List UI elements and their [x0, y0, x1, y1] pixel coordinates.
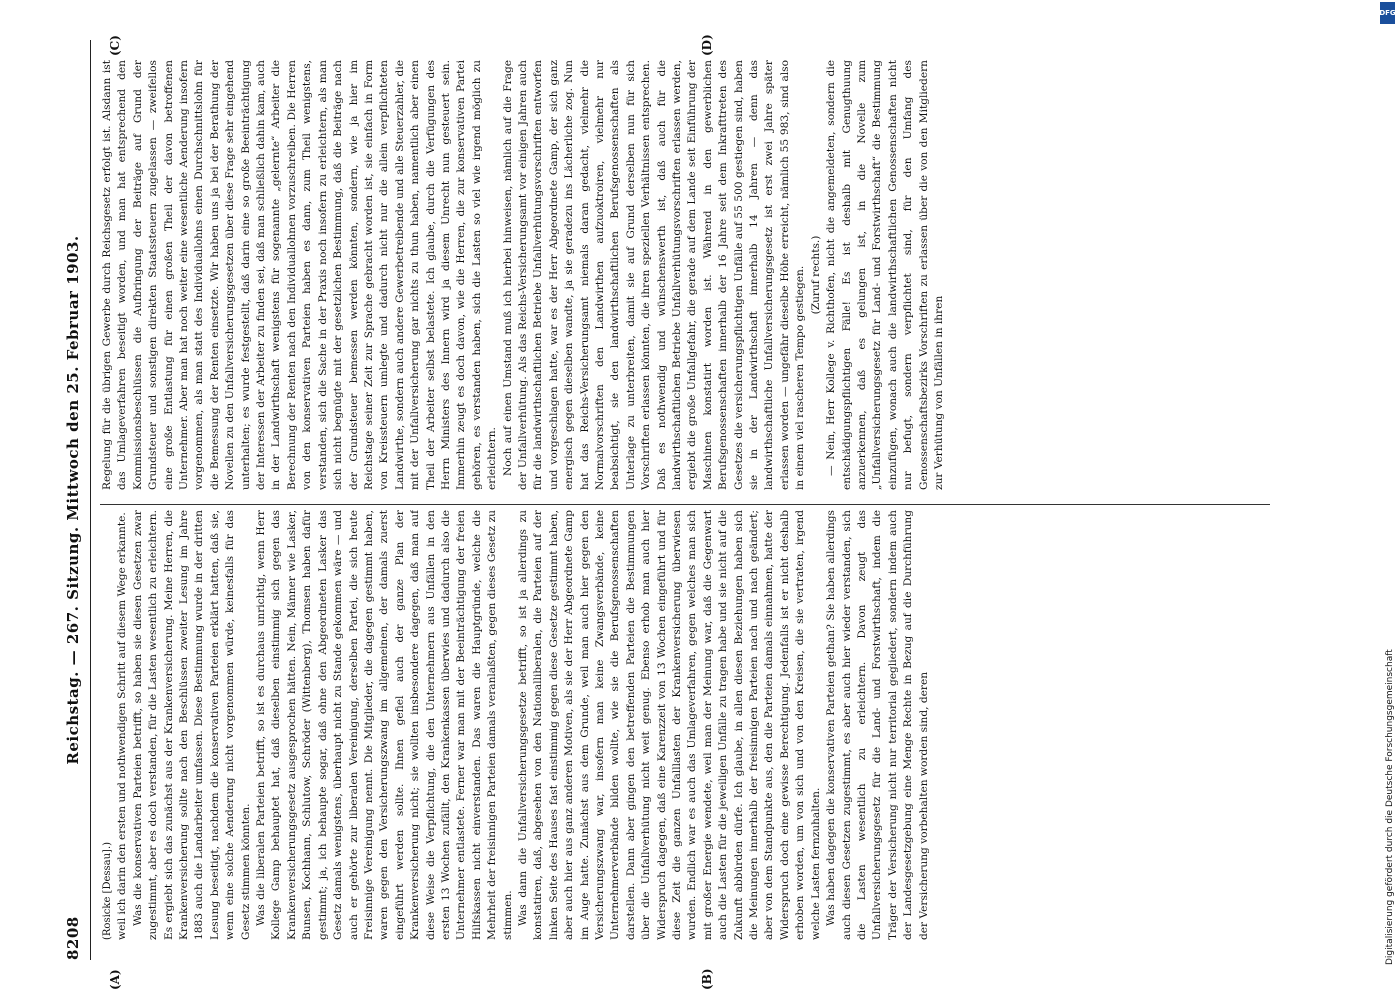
interjection: (Zuruf rechts.)	[809, 235, 822, 315]
left-paragraph: Was die konservativen Parteien betrifft, so haben sie diesen Gesetzen zwar zugestimmt, aber es doch verstanden, für die Lasten wesentlich zu erleichtern. Es ergiebt sich das zunächst aus der Krankenversicherung. Meine Herren, die Krankenversicherung sollte nach den Beschlüssen zweiter Lesung im Jahre 1883 auch die Landarbeiter umfassen. Diese Bestimmung wurde in der dritten Lesung beseitigt, nachdem die konservativen Parteien erklärt hatten, daß sie, wenn eine solche Aenderung nicht vorgenommen würde, keinesfalls für das Gesetz stimmen könnten.	[131, 510, 252, 940]
margin-mark-b: (B)	[700, 968, 714, 990]
speaker-label: (Rosicke [Dessau].)	[102, 841, 113, 940]
right-paragraph: Regelung für die übrigen Gewerbe durch Reichsgesetz erfolgt ist. Alsdann ist das Umlageverfahren beseitigt worden, und man hat entsprechend den Kommissionsbeschlüssen die Aufbringung der Beiträge auf Grund der Grundsteuer und sonstigen direkten Staatssteuern zugelassen — zweifellos eine große Entlastung für einen großen Theil der davon betroffenen Unternehmer. Aber man hat noch weiter eine wesentliche Aenderung insofern vorgenommen, als man statt des Individuallohns einen Durchschnittslohn für die Bemessung der Renten einsetzte. Wir haben uns ja bei der Berathung der Novellen zu den Unfallversicherungsgesetzen über diese Frage sehr eingehend unterhalten; es wurde festgestellt, daß darin eine so große Beeinträchtigung der Interessen der Arbeiter zu finden sei, daß man schließlich dahin kam, auch in der Landwirthschaft wenigstens für sogenannte „gelernte“ Arbeiter die Berechnung der Renten nach den Individuallohnen vorzuschreiben. Die Herren von den konservativen Parteien haben es dann, zum Theil wenigstens, verstanden, sich die Sache in der Praxis noch insofern zu erleichtern, als man sich nicht begnügte mit der gesetzlichen Bestimmung, daß die Beiträge nach der Grundsteuer bemessen werden könnten, sondern, wie ja hier im Reichstage seiner Zeit zur Sprache gebracht worden ist, sie einfach in Form von Kreissteuern umlegte und dadurch nicht nur die allein verpflichteten Landwirthe, sondern auch andere Gewerbetreibende und alle Steuerzahler, die mit der Unfallversicherung gar nichts zu thun haben, namentlich aber einen Theil der Arbeiter selbst belastete. Ich glaube, durch die Verfügungen des Herrn Ministers des Innern wird ja diesem Unrecht nun gesteuert sein. Immerhin zeugt es doch davon, wie die Herren, die zur konservativen Partei gehören, es verstanden haben, sich die Lasten so viel wie irgend möglich zu erleichtern.	[101, 60, 499, 490]
column-divider	[100, 504, 1270, 505]
left-paragraph: Was die liberalen Parteien betrifft, so ist es durchaus unrichtig, wenn Herr Kollege Gamp behauptet hat, daß dieselben einstimmig sich gegen das Krankenversicherungsgesetz ausgesprochen hätten. Nein, Männer wie Lasker, Bunsen, Kochhann, Schlutow, Schröder (Wittenberg), Thomsen haben dafür gestimmt; ja, ich behaupte sogar, daß ohne den Abgeordneten Lasker das Gesetz damals wenigstens, überhaupt nicht zu Stande gekommen wäre — und auch er gehörte zur liberalen Vereinigung, derselben Partei, die sich heute Freisinnige Vereinigung nennt. Die Mitglieder, die dagegen gestimmt haben, waren gegen den Versicherungszwang im allgemeinen, der damals zuerst eingeführt werden sollte. Ihnen gefiel auch der ganze Plan der Krankenversicherung nicht; sie wollten insbesondere dagegen, daß man auf diese Weise die Verpflichtung, die den Unternehmern aus Unfällen in den ersten 13 Wochen zufällt, den Krankenkassen überwies und dadurch also die Unternehmer entlastete. Ferner war man mit der Beeinträchtigung der freien Hilfskassen nicht einverstanden. Das waren die Hauptgründe, welche die Mehrheit der freisinnigen Parteien damals veranlaßten, gegen dieses Gesetz zu stimmen.	[255, 510, 514, 940]
rotated-page	[60, 34, 1340, 990]
digitization-credit	[1385, 30, 1397, 970]
credit-text: Digitalisierung gefördert durch die Deutsche Forschungsgemeinschaft	[1385, 649, 1395, 965]
page-number: 8208	[64, 916, 82, 960]
running-header: Reichstag. — 267. Sitzung. Mittwoch den 25. Februar 1903.	[64, 235, 82, 765]
margin-mark-c: (C)	[108, 35, 122, 56]
margin-mark-a: (A)	[108, 969, 122, 990]
right-column	[100, 60, 1270, 490]
page-header	[60, 40, 88, 960]
right-paragraph: Noch auf einen Umstand muß ich hierbei hinweisen, nämlich auf die Frage der Unfallverhütung. Als das Reichs-Versicherungsamt vor einigen Jahren auch für die landwirthschaftlichen Betriebe Unfallverhütungsvorschriften entworfen und vorgeschlagen hatte, war es der Herr Abgeordnete Gamp, der sich ganz energisch gegen dieselben wandte, ja sie geradezu ins Lächerliche zog. Nun hat das Reichs-Versicherungsamt niemals daran gedacht, vielmehr die Normalvorschriften den Landwirthen aufzuoktroiren, vielmehr nur beabsichtigt, sie den landwirthschaftlichen Berufsgenossenschaften als Unterlage zu unterbreiten, damit sie auf Grund derselben nun für sich Vorschriften erlassen könnten, die ihren speziellen Verhältnissen entsprechen. Daß es nothwendig und wünschenswerth ist, daß auch für die landwirthschaftlichen Betriebe Unfallverhütungsvorschriften erlassen werden, ergiebt die große Unfallgefahr, die gerade auf dem Lande seit Einführung der Maschinen konstatirt worden ist. Während in den gewerblichen Berufsgenossenschaften innerhalb der 16 Jahre seit dem Inkrafttreten des Gesetzes die versicherungspflichtigen Unfälle auf 55 500 gestiegen sind, haben sie in der Landwirthschaft innerhalb 14 Jahren — denn das landwirthschaftliche Unfallversicherungsgesetz ist erst zwei Jahre später erlassen worden — ungefähr dieselbe Höhe erreicht, nämlich 55 983, sind also in einem viel rascheren Tempo gestiegen.	[501, 60, 807, 490]
margin-mark-d: (D)	[700, 34, 714, 56]
right-paragraph: — Nein, Herr Kollege v. Richthofen, nicht die angemeldeten, sondern die entschädigungspflichtigen Fälle! Es ist deshalb mit Genugthuung anzuerkennen, daß es gelungen ist, in die Novelle zum „Unfallversicherungsgesetz für Land- und Forstwirthschaft“ die Bestimmung einzufügen, wonach auch die landwirthschaftlichen Genossenschaften nicht nur befugt, sondern verpflichtet sind, für den Umfang des Genossenschaftsbezirks Vorschriften zu erlassen über die von den Mitgliedern zur Verhütung von Unfällen in ihren	[825, 60, 945, 490]
left-paragraph: weil ich darin den ersten und nothwendigen Schritt auf diesem Wege erkannte.	[116, 512, 129, 940]
left-column	[100, 510, 1270, 940]
dfg-logo: DFG	[1380, 2, 1395, 24]
header-rule	[90, 40, 91, 960]
left-paragraph: Was haben dagegen die konservativen Parteien gethan? Sie haben allerdings auch diesen Gesetzen zugestimmt, es aber auch hier wieder verstanden, sich die Lasten wesentlich zu erleichtern. Davon zeugt das Unfallversicherungsgesetz für die Land- und Forstwirthschaft, indem die Träger der Versicherung nicht nur territorial gegliedert, sondern indem auch der Landesgesetzgebung eine Menge Rechte in Bezug auf die Durchführung der Versicherung vorbehalten worden sind, deren	[825, 510, 930, 940]
left-paragraph: Was dann die Unfallversicherungsgesetze betrifft, so ist ja allerdings zu konstatiren, daß, abgesehen von den Nationalliberalen, die Parteien auf der linken Seite des Hauses fast einstimmig gegen diese Gesetze gestimmt haben, aber auch hier aus ganz anderen Motiven, als sie der Herr Abgeordnete Gamp im Auge hatte. Zunächst aus dem Grunde, weil man auch hier gegen den Versicherungszwang war, insofern man keine Zwangsverbände, keine Unternehmerverbände bilden wollte, wie sie die Berufsgenossenschaften darstellen. Dann aber gingen den betreffenden Parteien die Bestimmungen über die Unfallverhütung nicht weit genug. Ebenso erhob man auch hier Widerspruch dagegen, daß eine Karenzzeit von 13 Wochen eingeführt und für diese Zeit die ganzen Unfalllasten der Krankenversicherung überwiesen wurden. Endlich war es auch das Umlageverfahren, gegen welches man sich mit großer Energie wendete, weil man der Meinung war, daß die Gegenwart auch die Lasten für die jeweiligen Unfälle zu tragen habe und sie nicht auf die Zukunft abbürden dürfe. Ich glaube, in allen diesen Beziehungen haben sich die Meinungen innerhalb der freisinnigen Parteien nach und nach geändert; aber von dem Standpunkte aus, den die Parteien damals einnahmen, hatte der Widerspruch doch eine gewisse Berechtigung. Jedenfalls ist er nicht deshalb erhoben worden, um von sich und von den Kreisen, die sie vertraten, irgend welche Lasten fernzuhalten.	[516, 510, 822, 940]
